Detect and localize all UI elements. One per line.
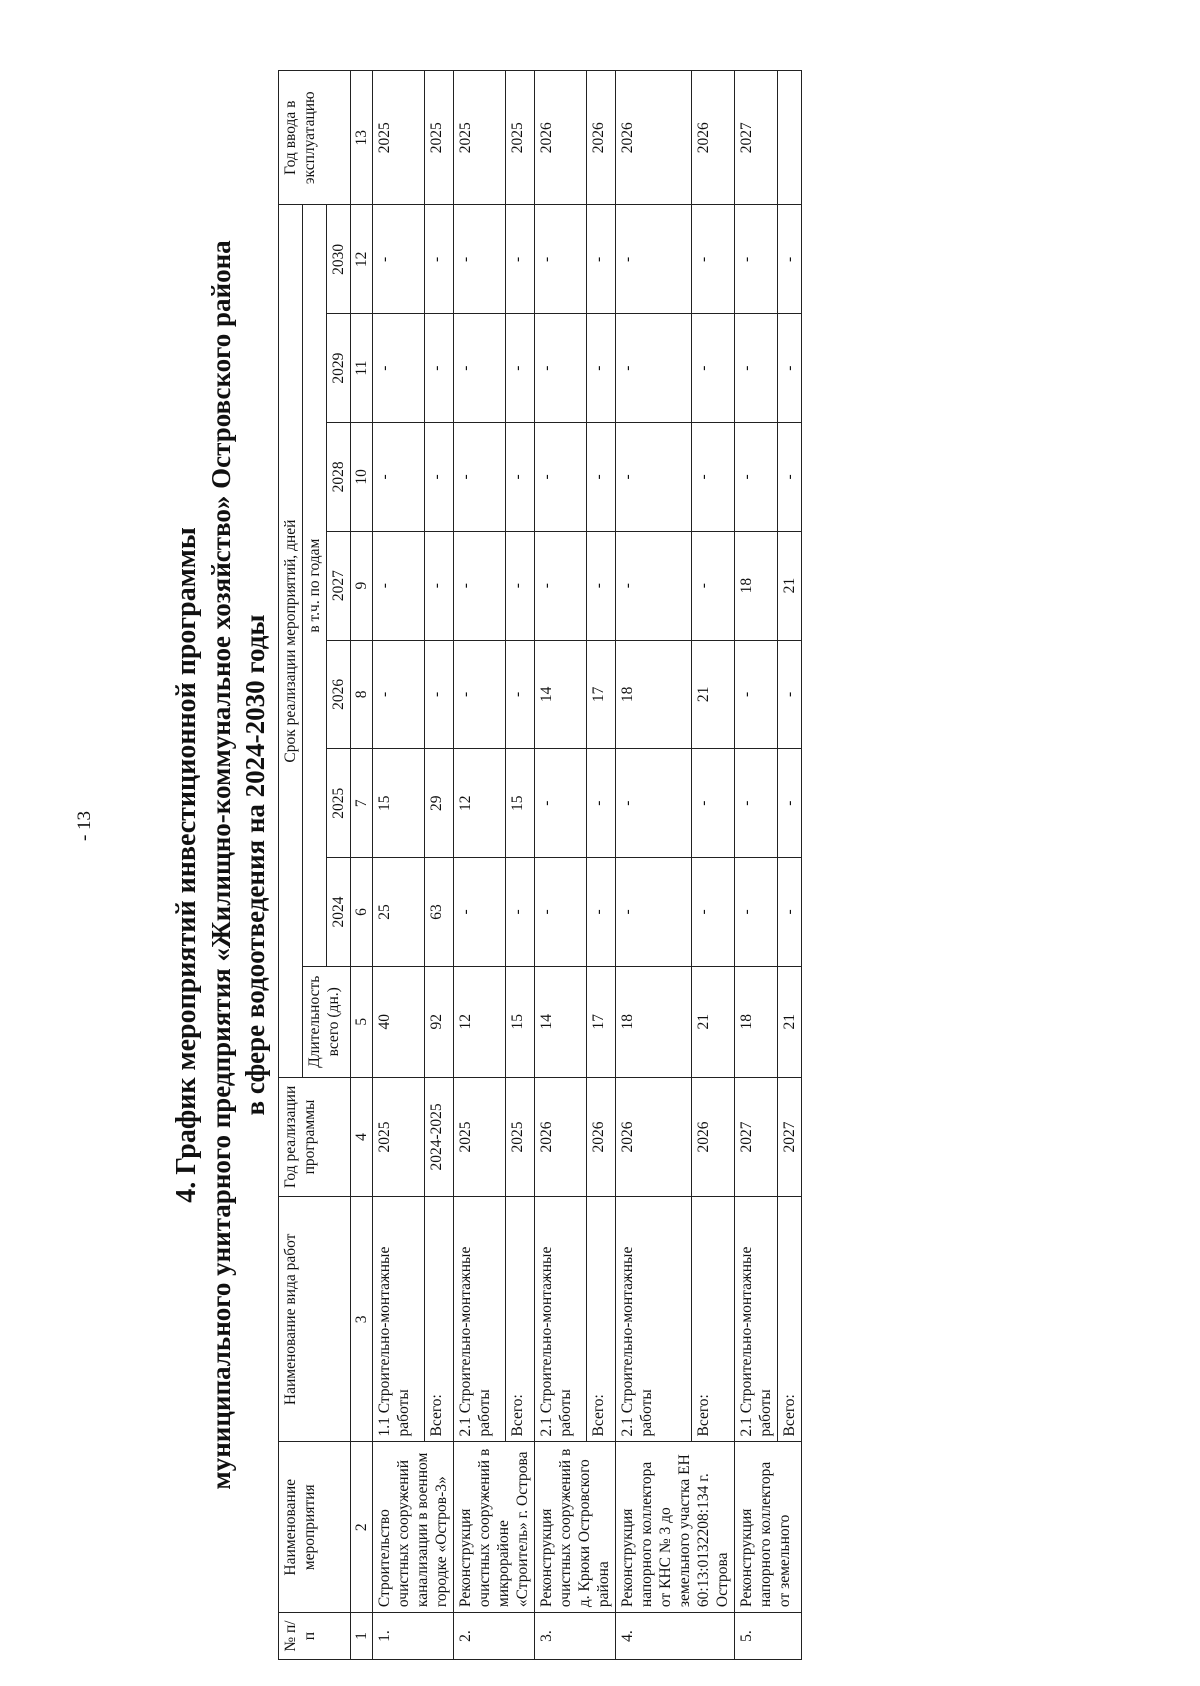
row-number: 5. bbox=[735, 1613, 802, 1660]
year-days-2024: - bbox=[692, 858, 735, 967]
table-row bbox=[373, 71, 425, 1660]
column-index-cell: 7 bbox=[351, 749, 373, 858]
year-days-2030: - bbox=[535, 205, 587, 314]
header-year-2030: 2030 bbox=[327, 205, 351, 314]
commission-year: 2025 bbox=[454, 71, 506, 205]
schedule-table bbox=[278, 70, 802, 1660]
year-days-2024: - bbox=[505, 858, 534, 967]
column-index-cell: 2 bbox=[351, 1442, 373, 1613]
row-number: 3. bbox=[535, 1613, 616, 1660]
year-days-2029: - bbox=[778, 314, 802, 423]
event-name: Реконструкция напорного коллектора от КНС № 3 до земельного участка ЕН 60:13:0132208:134 г. Острова bbox=[616, 1442, 735, 1613]
header-year: Год реализации программы bbox=[279, 1077, 351, 1196]
implementation-year: 2025 bbox=[373, 1077, 425, 1196]
header-year-2027: 2027 bbox=[327, 531, 351, 640]
total-duration: 18 bbox=[735, 966, 778, 1077]
work-type: Всего: bbox=[692, 1197, 735, 1442]
header-year-2029: 2029 bbox=[327, 314, 351, 423]
work-type: Всего: bbox=[424, 1197, 453, 1442]
total-duration: 21 bbox=[692, 966, 735, 1077]
table-row bbox=[424, 71, 453, 1660]
work-type: 1.1 Строительно-монтажные работы bbox=[373, 1197, 425, 1442]
year-days-2030: - bbox=[373, 205, 425, 314]
year-days-2028: - bbox=[535, 423, 587, 532]
title-line-2: муниципального унитарного предприятия «Жилищно-коммунальное хозяйство» Островского района bbox=[206, 240, 236, 1490]
year-days-2025: 15 bbox=[505, 749, 534, 858]
row-number: 1. bbox=[373, 1613, 454, 1660]
column-index-cell: 6 bbox=[351, 858, 373, 967]
year-days-2029: - bbox=[735, 314, 778, 423]
year-days-2029: - bbox=[424, 314, 453, 423]
implementation-year: 2024-2025 bbox=[424, 1077, 453, 1196]
row-number: 4. bbox=[616, 1613, 735, 1660]
year-days-2025: - bbox=[616, 749, 692, 858]
year-days-2026: - bbox=[778, 640, 802, 749]
year-days-2029: - bbox=[616, 314, 692, 423]
commission-year: 2026 bbox=[586, 71, 615, 205]
year-days-2025: - bbox=[692, 749, 735, 858]
commission-year: 2025 bbox=[373, 71, 425, 205]
year-days-2030: - bbox=[586, 205, 615, 314]
year-days-2028: - bbox=[586, 423, 615, 532]
table-row bbox=[778, 71, 802, 1660]
year-days-2024: - bbox=[454, 858, 506, 967]
year-days-2026: - bbox=[424, 640, 453, 749]
year-days-2026: 17 bbox=[586, 640, 615, 749]
year-days-2027: - bbox=[454, 531, 506, 640]
year-days-2027: - bbox=[505, 531, 534, 640]
work-type: 2.1 Строительно-монтажные работы bbox=[454, 1197, 506, 1442]
implementation-year: 2026 bbox=[692, 1077, 735, 1196]
year-days-2027: - bbox=[692, 531, 735, 640]
column-index-cell: 5 bbox=[351, 966, 373, 1077]
year-days-2024: - bbox=[616, 858, 692, 967]
implementation-year: 2026 bbox=[616, 1077, 692, 1196]
year-days-2024: - bbox=[735, 858, 778, 967]
total-duration: 14 bbox=[535, 966, 587, 1077]
year-days-2030: - bbox=[692, 205, 735, 314]
total-duration: 92 bbox=[424, 966, 453, 1077]
year-days-2028: - bbox=[424, 423, 453, 532]
year-days-2029: - bbox=[505, 314, 534, 423]
column-index-cell: 9 bbox=[351, 531, 373, 640]
commission-year: 2025 bbox=[424, 71, 453, 205]
commission-year: 2026 bbox=[616, 71, 692, 205]
year-days-2028: - bbox=[454, 423, 506, 532]
header-term: Срок реализации мероприятий, дней bbox=[279, 205, 303, 1077]
column-index-cell: 4 bbox=[351, 1077, 373, 1196]
year-days-2027: - bbox=[616, 531, 692, 640]
year-days-2025: 15 bbox=[373, 749, 425, 858]
year-days-2026: 18 bbox=[616, 640, 692, 749]
year-days-2029: - bbox=[586, 314, 615, 423]
year-days-2026: - bbox=[505, 640, 534, 749]
rotated-page-content bbox=[170, 70, 1190, 1660]
event-name: Реконструкция напорного коллектора от земельного bbox=[735, 1442, 802, 1613]
commission-year: 2025 bbox=[505, 71, 534, 205]
table-row bbox=[505, 71, 534, 1660]
header-year-2025: 2025 bbox=[327, 749, 351, 858]
work-type: Всего: bbox=[586, 1197, 615, 1442]
total-duration: 15 bbox=[505, 966, 534, 1077]
column-index-cell: 12 bbox=[351, 205, 373, 314]
implementation-year: 2025 bbox=[454, 1077, 506, 1196]
year-days-2026: - bbox=[373, 640, 425, 749]
year-days-2027: - bbox=[535, 531, 587, 640]
year-days-2028: - bbox=[735, 423, 778, 532]
header-row-1 bbox=[279, 71, 303, 1660]
header-by-years: в т.ч. по годам bbox=[303, 205, 327, 966]
header-year-2024: 2024 bbox=[327, 858, 351, 967]
column-index-cell: 13 bbox=[351, 71, 373, 205]
header-work: Наименование вида работ bbox=[279, 1197, 351, 1442]
year-days-2025: - bbox=[586, 749, 615, 858]
implementation-year: 2026 bbox=[535, 1077, 587, 1196]
year-days-2027: - bbox=[373, 531, 425, 640]
year-days-2028: - bbox=[778, 423, 802, 532]
table-row bbox=[735, 71, 778, 1660]
year-days-2027: 21 bbox=[778, 531, 802, 640]
year-days-2030: - bbox=[454, 205, 506, 314]
year-days-2024: 25 bbox=[373, 858, 425, 967]
table-body bbox=[351, 71, 802, 1660]
implementation-year: 2025 bbox=[505, 1077, 534, 1196]
year-days-2024: - bbox=[535, 858, 587, 967]
year-days-2025: 12 bbox=[454, 749, 506, 858]
header-commission: Год ввода в эксплуатацию bbox=[279, 71, 351, 205]
table-row bbox=[586, 71, 615, 1660]
header-event: Наименование мероприятия bbox=[279, 1442, 351, 1613]
year-days-2024: 63 bbox=[424, 858, 453, 967]
commission-year: 2026 bbox=[692, 71, 735, 205]
table-row bbox=[616, 71, 692, 1660]
year-days-2025: - bbox=[535, 749, 587, 858]
work-type: 2.1 Строительно-монтажные работы bbox=[735, 1197, 778, 1442]
year-days-2028: - bbox=[373, 423, 425, 532]
year-days-2028: - bbox=[692, 423, 735, 532]
work-type: 2.1 Строительно-монтажные работы bbox=[535, 1197, 587, 1442]
column-index-cell: 10 bbox=[351, 423, 373, 532]
year-days-2027: - bbox=[424, 531, 453, 640]
year-days-2029: - bbox=[373, 314, 425, 423]
year-days-2030: - bbox=[778, 205, 802, 314]
table-row bbox=[692, 71, 735, 1660]
year-days-2029: - bbox=[535, 314, 587, 423]
header-year-2028: 2028 bbox=[327, 423, 351, 532]
column-index-row bbox=[351, 71, 373, 1660]
column-index-cell: 11 bbox=[351, 314, 373, 423]
year-days-2026: - bbox=[454, 640, 506, 749]
year-days-2027: 18 bbox=[735, 531, 778, 640]
total-duration: 40 bbox=[373, 966, 425, 1077]
event-name: Реконструкция очистных сооружений в д. Крюки Островского района bbox=[535, 1442, 616, 1613]
year-days-2024: - bbox=[778, 858, 802, 967]
year-days-2027: - bbox=[586, 531, 615, 640]
column-index-cell: 3 bbox=[351, 1197, 373, 1442]
event-name: Реконструкция очистных сооружений в микрорайоне «Строитель» г. Острова bbox=[454, 1442, 535, 1613]
implementation-year: 2027 bbox=[735, 1077, 778, 1196]
column-index-cell: 1 bbox=[351, 1613, 373, 1660]
year-days-2030: - bbox=[616, 205, 692, 314]
year-days-2029: - bbox=[454, 314, 506, 423]
year-days-2030: - bbox=[505, 205, 534, 314]
year-days-2024: - bbox=[586, 858, 615, 967]
work-type: Всего: bbox=[778, 1197, 802, 1442]
table-row bbox=[535, 71, 587, 1660]
table-row bbox=[454, 71, 506, 1660]
total-duration: 18 bbox=[616, 966, 692, 1077]
year-days-2026: 21 bbox=[692, 640, 735, 749]
header-duration: Длительность всего (дн.) bbox=[303, 966, 351, 1077]
title-line-3: в сфере водоотведения на 2024-2030 годы bbox=[240, 614, 270, 1116]
column-index-cell: 8 bbox=[351, 640, 373, 749]
year-days-2030: - bbox=[735, 205, 778, 314]
total-duration: 12 bbox=[454, 966, 506, 1077]
event-name: Строительство очистных сооружений канализации в военном городке «Остров-3» bbox=[373, 1442, 454, 1613]
year-days-2030: - bbox=[424, 205, 453, 314]
commission-year bbox=[778, 71, 802, 205]
year-days-2025: 29 bbox=[424, 749, 453, 858]
year-days-2026: 14 bbox=[535, 640, 587, 749]
commission-year: 2027 bbox=[735, 71, 778, 205]
title-line-1: 4. График мероприятий инвестиционной программы bbox=[171, 527, 202, 1203]
header-year-2026: 2026 bbox=[327, 640, 351, 749]
header-no: № п/п bbox=[279, 1613, 351, 1660]
year-days-2025: - bbox=[735, 749, 778, 858]
page-number: - 13 bbox=[74, 810, 95, 842]
year-days-2028: - bbox=[616, 423, 692, 532]
year-days-2026: - bbox=[735, 640, 778, 749]
total-duration: 21 bbox=[778, 966, 802, 1077]
year-days-2025: - bbox=[778, 749, 802, 858]
row-number: 2. bbox=[454, 1613, 535, 1660]
commission-year: 2026 bbox=[535, 71, 587, 205]
implementation-year: 2026 bbox=[586, 1077, 615, 1196]
total-duration: 17 bbox=[586, 966, 615, 1077]
year-days-2028: - bbox=[505, 423, 534, 532]
year-days-2029: - bbox=[692, 314, 735, 423]
work-type: Всего: bbox=[505, 1197, 534, 1442]
work-type: 2.1 Строительно-монтажные работы bbox=[616, 1197, 692, 1442]
document-title bbox=[170, 70, 272, 1660]
implementation-year: 2027 bbox=[778, 1077, 802, 1196]
